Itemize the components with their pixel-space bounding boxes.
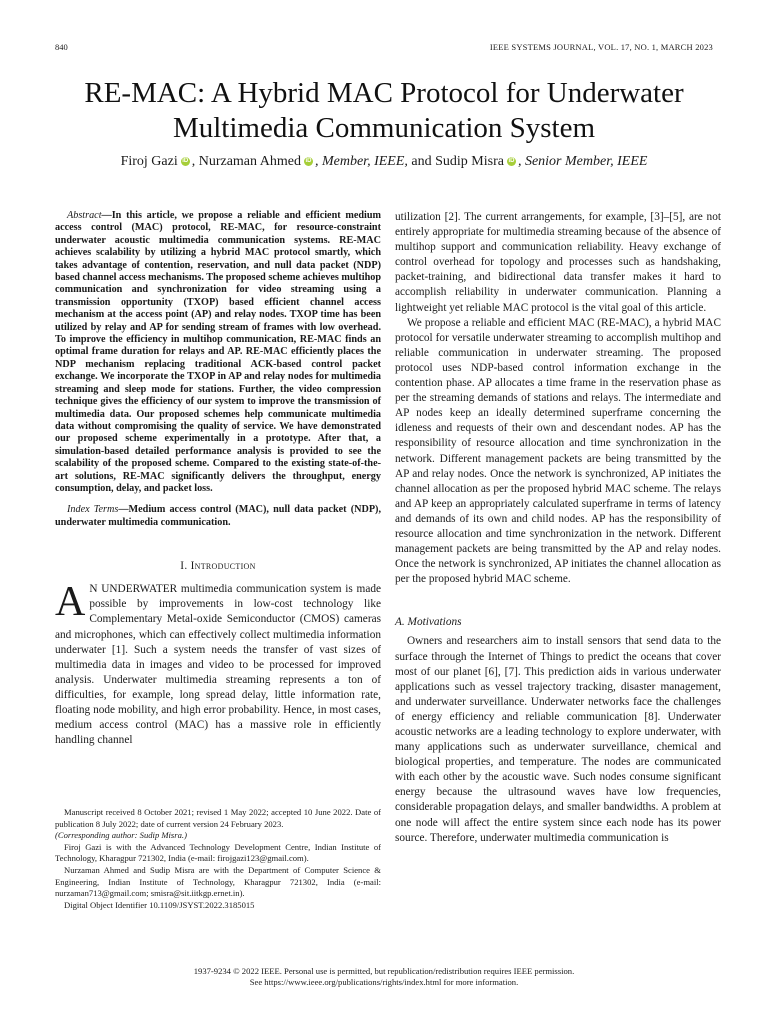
paragraph: We propose a reliable and efficient MAC (RE-MAC), a hybrid MAC protocol for versatile underwater streaming to accomplish multihop and reliable communication in underwater streaming. The proposed protocol uses NDP-based control information exchange in the contention phase. AP allocates a time frame in the reservation phase as per the streaming demands of stations and relays. The intermediate and AP nodes keep an ideally determined superframe concerning the idleness and requests of their own and descendant nodes. AP has the responsibility of resource allocation and time synchronization in the network. Different management packets are being transmitted by the AP and relay nodes. Once the network is synchronized, AP initiates the channel allocation as per the proposed hybrid MAC scheme. The relays and AP keep an appropriately calculated superframe in terms of latency and demands of its own and child nodes. AP has the responsibility of resource allocation and time synchronization in the network. Different management packets are being transmitted by the AP and relay nodes. Once the network is synchronized, AP initiates the channel allocation as per the proposed hybrid MAC scheme. [395, 316, 721, 586]
title-line-1: RE-MAC: A Hybrid MAC Protocol for Underwater [84, 77, 684, 109]
footnote-doi: Digital Object Identifier 10.1109/JSYST.2022.3185015 [64, 899, 255, 910]
footnote [55, 807, 381, 911]
intro-text: N UNDERWATER multimedia communication system is made possible by improvements in low-cost technology like Complementary Metal-oxide Semiconductor (CMOS) cameras and microphones, which can effectively collect multimedia information underwater [1]. Such a system needs the transfer of vast sizes of multimedia data in images and video to be processed for improved analysis. Underwater multimedia streaming represents a ton of difficulties, for example, long spread delay, little information rate, floating node mobility, and high error probability. Hence, in most cases, medium access control (MAC) has a massive role in efficiently handling channel [55, 583, 381, 747]
drop-cap: A [55, 579, 86, 626]
abstract [55, 210, 381, 495]
intro-paragraph [55, 579, 381, 748]
footnote-affiliation-2: Nurzaman Ahmed and Sudip Misra are with the Department of Computer Science & Engineering, Indian Institute of Technology, Kharagpur 721302, India (e-mail: nurzaman713@gmail.com; smisra@sit.iitkgp.ernet.in). [55, 864, 381, 899]
author-1: Firoj Gazi [120, 154, 178, 169]
orcid-icon[interactable]: iD [508, 158, 515, 164]
paragraph: Owners and researchers aim to install sensors that send data to the surface through the Internet of Things to predict the oceans that cover most of our planet [6], [7]. This prediction aids in various underwater applications such as vessel trajectory tracking, disaster management, and underwater surveillance. Underwater networks face the challenges of energy efficiency and reliable communication [8]. Underwater acoustic networks are a leading technology to explore underwater, with many applications such as underwater surveillance, chemical and biological properties, and temperature. The nodes are communicated with each other by the acoustic wave. Such nodes consume significant energy because the ultrasound waves have low frequencies, considerable propagation delays, and smaller bandwidths. A problem at one node will affect the entire system since each node has its power source. Therefore, underwater multimedia communication is [395, 635, 721, 844]
abstract-label: Abstract [67, 210, 102, 221]
abstract-text: —In this article, we propose a reliable and efficient medium access control (MAC) protocol, RE-MAC, for resource-constraint underwater acoustic multimedia communication systems. RE-MAC achieves scalability by utilizing a hybrid MAC protocol smartly, which takes advantage of contention, reservation, and null data packet (NDP) based channel access mechanisms. The proposed scheme achieves multihop communication and synchronization for video streaming using a transmission opportunity (TXOP) based efficient channel access mechanism at the access point (AP) and relay nodes. TXOP time has been utilized by relay and AP for sending stream of frames with low overhead. To improve the efficiency in multihop communication, RE-MAC finds an optimal frame duration for relays and AP. RE-MAC efficiently places the NDP mechanism replacing traditional ACK-based control packet exchange. We incorporate the TXOP in AP and relay nodes for multimedia streaming and sleep mode for stations. Further, the video compression technique gives the efficiency of our system to improve the transmission of multimedia data. Our proposed schemes help communicate multimedia data without compromising the quality of service. We have demonstrated our proposed scheme experimentally in a prototype. After that, a simulation-based detailed performance analysis is provided to see the scalability of the proposed scheme. Compared to the existing state-of-the-art solutions, RE-MAC significantly delivers the throughput, energy consumption, delay, and packet loss. [55, 210, 381, 494]
journal-name: IEEE SYSTEMS JOURNAL, VOL. 17, NO. 1, MARCH 2023 [489, 42, 713, 52]
author-2: Nurzaman Ahmed [198, 154, 301, 169]
section-title: Introduction [190, 560, 256, 573]
section-heading [55, 559, 381, 574]
author-3: Sudip Misra [435, 154, 504, 169]
footnote-dates: Manuscript received 8 October 2021; revised 1 May 2022; accepted 10 June 2022. Date of publication 8 July 2022; date of current version 24 February 2023. [55, 807, 381, 829]
running-header [55, 42, 713, 56]
author-separator: , [191, 154, 199, 169]
copyright-footer [40, 966, 728, 988]
author-2-role: , Member, IEEE, [314, 154, 408, 169]
author-list [40, 153, 728, 171]
footnote-affiliation-1: Firoj Gazi is with the Advanced Technology Development Centre, Indian Institute of Technology, Kharagpur 721302, India (e-mail: firojgazi123@gmail.com). [55, 841, 381, 864]
author-separator: and [407, 154, 436, 169]
copyright-line: 1937-9234 © 2022 IEEE. Personal use is permitted, but republication/redistribution requires IEEE permission. [193, 966, 575, 976]
rights-link[interactable]: See https://www.ieee.org/publications/rights/index.html for more information. [249, 977, 519, 987]
footnote-manuscript [55, 807, 381, 842]
index-terms-text: —Medium access control (MAC), null data packet (NDP), underwater multimedia communication. [55, 504, 381, 528]
index-terms-label: Index Terms [67, 504, 119, 516]
subsection-heading: A. Motivations [395, 616, 462, 629]
right-column [395, 210, 721, 846]
corresponding-author: (Corresponding author: Sudip Misra.) [55, 830, 187, 841]
orcid-icon[interactable]: iD [182, 158, 189, 164]
page-number: 840 [55, 42, 68, 52]
section-number: I. [180, 560, 191, 573]
paper-title [40, 76, 728, 146]
title-line-2: Multimedia Communication System [172, 112, 596, 144]
left-column [55, 210, 381, 748]
author-3-role: , Senior Member, IEEE [517, 154, 648, 169]
orcid-icon[interactable]: iD [305, 158, 312, 164]
paragraph: utilization [2]. The current arrangements, for example, [3]–[5], are not entirely appropriate for multimedia streaming because of the absence of multihop support and communication reliability. Heavy exchange of control overhead for topology and processes such as handshaking, packet-training, and bidirectional data transfer makes it hard to accomplish reliability in underwater communication. Planning a lightweight yet reliable MAC protocol is the vital goal of this article. [395, 211, 721, 314]
index-terms [55, 504, 381, 529]
